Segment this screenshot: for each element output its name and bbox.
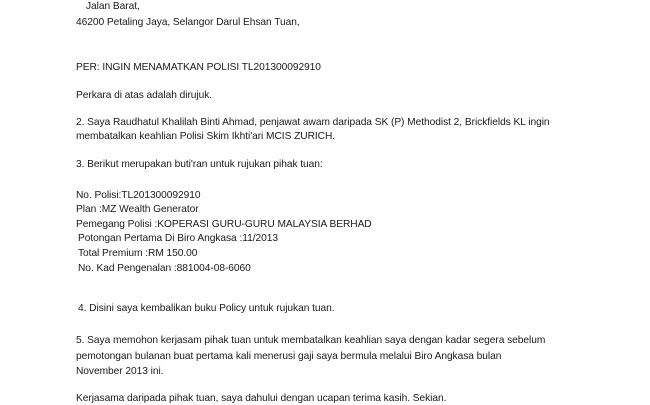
paragraph-5-line-1: 5. Saya memohon kerjasam pihak tuan untuk membatalkan keahlian saya dengan kadar segera sebelum [76,335,546,346]
paragraph-2-line-1: 2. Saya Raudhatul Khalilah Binti Ahmad, penjawat awam daripada SK (P) Methodist 2, Brickfields KL ingin [76,117,550,128]
detail-plan: Plan :MZ Wealth Generator [76,204,199,215]
detail-policy-no: No. Polisi:TL201300092910 [76,190,201,201]
detail-total-premium: Total Premium :RM 150.00 [78,248,198,259]
opening-line: Perkara di atas adalah dirujuk. [76,90,213,101]
address-line-2: 46200 Petaling Jaya, Selangor Darul Ehsan Tuan, [76,17,300,28]
closing-line-partial: Kerjasama daripada pihak tuan, saya dahului dengan ucapan terima kasih. Sekian. [76,393,447,404]
subject-line: PER: INGIN MENAMATKAN POLISI TL201300092910 [76,62,321,73]
paragraph-3: 3. Berikut merupakan buti'ran untuk rujukan pihak tuan: [76,159,323,170]
paragraph-5-line-3: November 2013 ini. [76,366,164,377]
detail-policy-holder: Pemegang Polisi :KOPERASI GURU-GURU MALAYSIA BERHAD [76,219,372,230]
detail-first-deduction: Potongan Pertama Di Biro Angkasa :11/2013 [78,233,278,244]
paragraph-4: 4. Disini saya kembalikan buku Policy untuk rujukan tuan. [78,303,335,314]
paragraph-2-line-2: membatalkan keahlian Polisi Skim Ikhti'ari MCIS ZURICH. [76,131,336,142]
paragraph-5-line-2: pemotongan bulanan buat pertama kali menerusi gaji saya bermula melalui Biro Angkasa bulan [76,351,502,362]
address-line-1: Jalan Barat, [86,1,140,12]
detail-ic-no: No. Kad Pengenalan :881004-08-6060 [78,263,251,274]
